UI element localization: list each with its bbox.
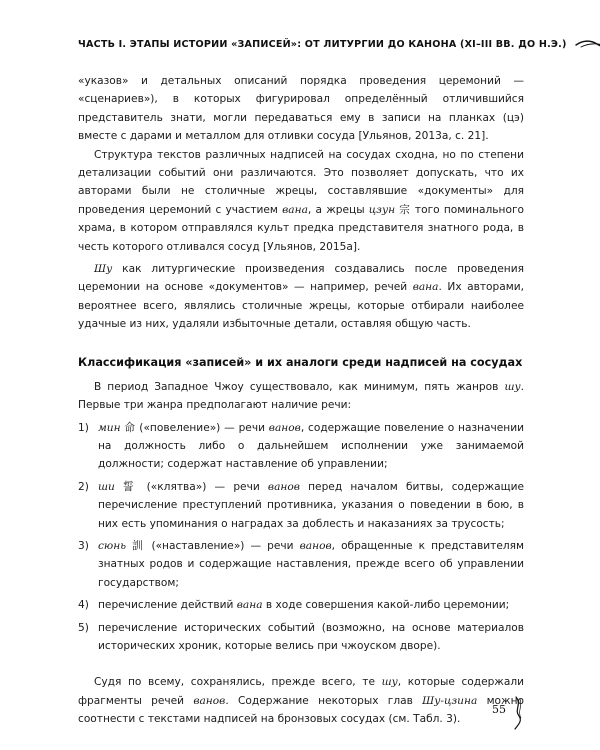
text-run: в ходе совершения какой-либо церемонии; [262, 599, 510, 612]
page-flourish-icon [512, 696, 524, 730]
text-run: В период Западное Чжоу существовало, как минимум, пять жанров [94, 380, 505, 393]
italic-term: ши [98, 480, 115, 493]
page-number: 55 [492, 703, 506, 716]
list-item-number: 2) [78, 480, 89, 493]
italic-term: сюнь [98, 539, 127, 552]
text-run: , которые содержали фрагменты речей [78, 676, 525, 707]
text-run: перечисление исторических событий (возможно, на основе материалов исторических хроник, которые велись при чжоуском дворе). [98, 621, 524, 652]
main-text [78, 72, 524, 729]
list-item [78, 419, 524, 474]
text-run: . Содержание некоторых глав [225, 694, 423, 707]
italic-term: Шу [94, 263, 113, 276]
list-item [78, 619, 524, 656]
text-run: . Первые три жанра предполагают наличие речи: [78, 380, 524, 412]
text-run: можно соотнести с текстами надписей на бронзовых сосудах (см. Табл. 3). [78, 694, 524, 726]
italic-term: вана [412, 281, 439, 294]
text-run: . Их авторами, вероятнее всего, являлись столичные жрецы, которые отбирали наиболее удачные из них, удаляли избыточные детали, оставляя общую часть. [78, 281, 524, 331]
list-item-number: 1) [78, 421, 89, 434]
paragraph [78, 146, 524, 256]
list-item-text [98, 537, 524, 592]
running-title: ЧАСТЬ I. ЭТАПЫ ИСТОРИИ «ЗАПИСЕЙ»: ОТ ЛИТУРГИИ ДО КАНОНА (XI–III ВВ. ДО Н.Э.) [78, 38, 567, 50]
running-header [78, 34, 567, 54]
list-item [78, 478, 524, 533]
genre-list [78, 419, 524, 656]
italic-term: ванов [193, 694, 226, 707]
list-item-text [98, 419, 524, 474]
text-run: , обращенные к представителям знатных родов и содержащие наставления, прежде всего об управлении государством; [98, 539, 525, 589]
italic-term: ванов [268, 421, 301, 434]
italic-term: ванов [267, 480, 300, 493]
italic-term: цзун [368, 203, 396, 216]
section-heading: Классификация «записей» и их аналоги среди надписей на сосудах [78, 355, 523, 369]
list-item-number: 5) [78, 621, 89, 634]
text-run: 命 («повеление») — речи [120, 421, 269, 434]
italic-term: шу [504, 380, 521, 393]
italic-term: мин [98, 421, 121, 434]
list-item-text [98, 596, 524, 614]
italic-term: шу [381, 676, 398, 689]
list-item-number: 3) [78, 539, 89, 552]
italic-term: Шу-цзина [422, 694, 478, 707]
text-run: , содержащие повеление о назначении на должность либо о дальнейшем исполнении уже занимаемой должности; содержат наставление об управлении; [98, 421, 524, 471]
italic-term: ванов [299, 539, 332, 552]
list-item-number: 4) [78, 599, 89, 612]
text-run: как литургические произведения создавались после проведения церемонии на основе «документов» — например, речей [78, 263, 524, 294]
flourish-ornament-icon [575, 38, 600, 50]
list-item-text [98, 478, 524, 533]
italic-term: вана [282, 203, 308, 216]
paragraph [78, 378, 524, 415]
paragraph [78, 673, 524, 728]
text-run: «указов» и детальных описаний порядка проведения церемоний — «сценариев»), в которых фигурировал определённый отличившийся представитель знати, могли передаваться ему в записи на планках (цэ) вместе с дарами и металлом для отливки сосуда [Ульянов, 2013а, с. 21]. [78, 75, 524, 143]
paragraph [78, 260, 524, 334]
text-run: перечисление действий [98, 599, 237, 612]
text-run: , а жрецы [307, 203, 369, 216]
list-item [78, 596, 524, 614]
text-run: Судя по всему, сохранялись, прежде всего, те [94, 676, 382, 689]
list-item-text [98, 619, 524, 656]
italic-term: вана [236, 599, 263, 612]
text-run: Структура текстов различных надписей на сосудах сходна, но по степени детализации событий они различаются. Это позволяет допускать, что их авторами были не столичные жрецы, составлявшие «документы» для проведения церемоний с участием [78, 148, 524, 216]
paragraph [78, 72, 524, 146]
text-run: 訓 («наставление») — речи [126, 539, 300, 552]
text-run: 誓 («клятва») — речи [114, 480, 268, 493]
list-item [78, 537, 524, 592]
text-run: перед началом битвы, содержащие перечисление преступлений противника, указания о поведении в бою, в них есть упоминания о наградах за доблесть и наказаниях за трусость; [98, 480, 524, 530]
text-run: 宗 того поминального храма, в котором отправлялся культ предка представителя знатного рода, в честь которого отливался сосуд [Ульянов, 2015а]. [78, 203, 525, 253]
